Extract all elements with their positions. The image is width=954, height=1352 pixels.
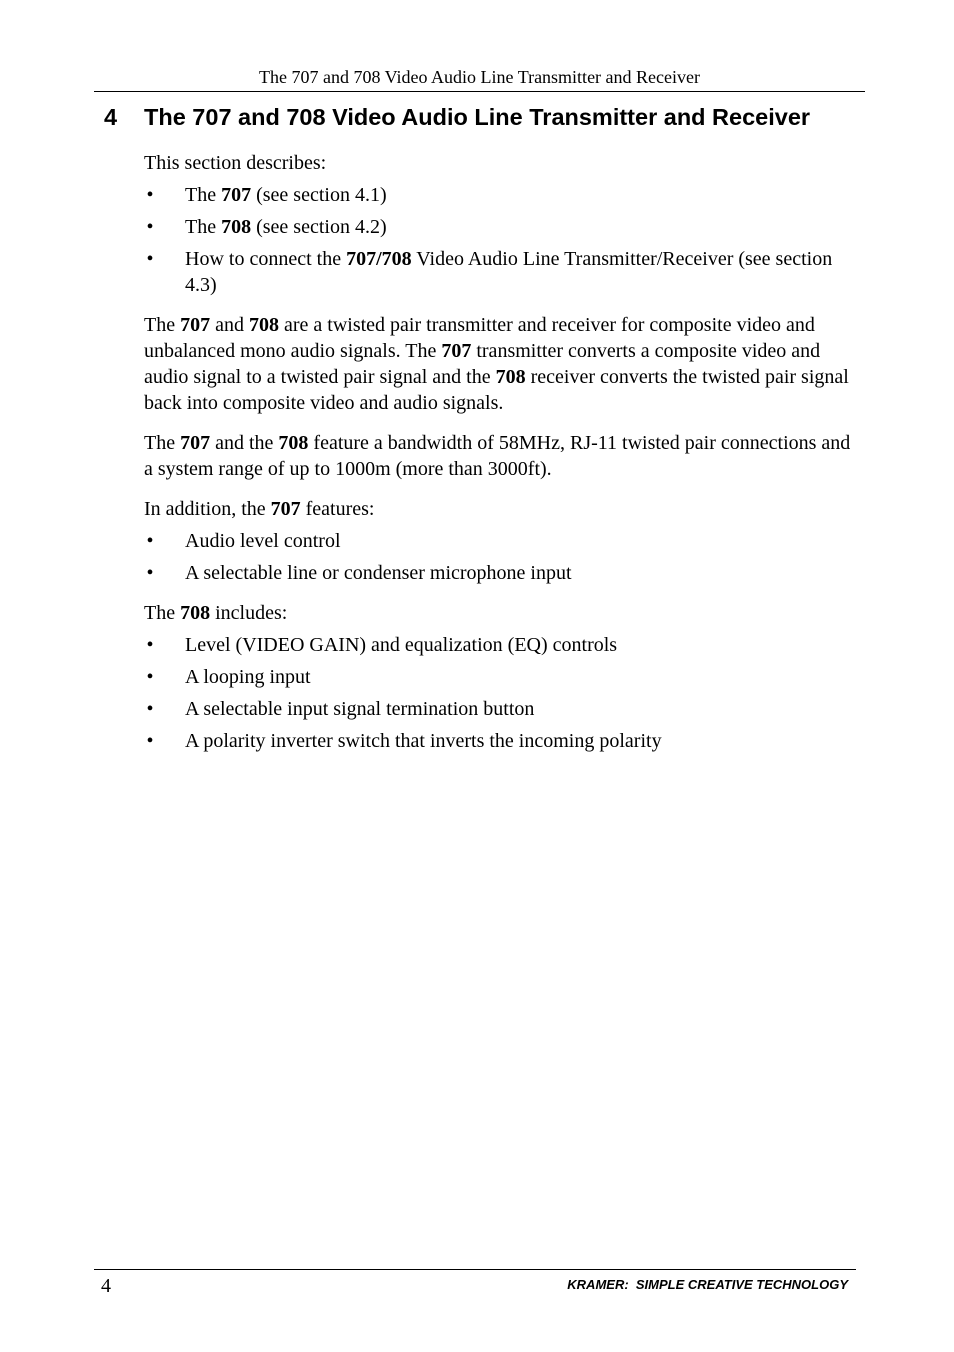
bold-model-number: 707 xyxy=(180,432,211,454)
footer-rule xyxy=(94,1269,856,1270)
bullet-icon: • xyxy=(146,184,154,206)
list-item xyxy=(144,528,860,554)
bullet-icon: • xyxy=(146,248,154,270)
text-run: Audio level control xyxy=(185,530,341,552)
intro-paragraph: This section describes: xyxy=(144,152,327,174)
text-run: (see section 4.1) xyxy=(251,184,387,206)
list-item xyxy=(144,696,860,722)
bold-model-number: 707 xyxy=(270,498,301,520)
section-number: 4 xyxy=(104,104,118,130)
header-rule xyxy=(94,91,865,92)
text-run: features: xyxy=(300,498,375,520)
text-run: (see section 4.2) xyxy=(251,216,387,238)
text-run: are a twisted pair transmitter and receiver for composite video and unbalanced mono audio signals. The xyxy=(144,314,815,362)
bold-model-number: 708 xyxy=(180,602,211,624)
bold-model-number: 708 xyxy=(278,432,309,454)
text-run: A selectable line or condenser microphone input xyxy=(185,562,572,584)
bold-model-number: 707 xyxy=(180,314,211,336)
list-item xyxy=(144,182,860,208)
bullet-icon: • xyxy=(146,562,154,584)
bold-model-number: 707/708 xyxy=(346,248,412,270)
includes-intro xyxy=(144,600,860,626)
features-intro xyxy=(144,496,860,522)
text-run: The xyxy=(185,184,222,206)
body-text xyxy=(144,150,860,768)
bold-model-number: 707 xyxy=(221,184,252,206)
includes-list xyxy=(144,632,860,754)
text-run: feature a bandwidth of 58MHz, RJ-11 twisted pair connections and a system range of up to 1000m (more than 3000ft). xyxy=(144,432,851,480)
text-run: The xyxy=(144,602,181,624)
list-item xyxy=(144,664,860,690)
page-number: 4 xyxy=(101,1275,111,1297)
bullet-icon: • xyxy=(146,216,154,238)
list-item xyxy=(144,560,860,586)
footer-brand: KRAMER: SIMPLE CREATIVE TECHNOLOGY xyxy=(567,1277,848,1292)
bold-model-number: 707 xyxy=(441,340,472,362)
list-item xyxy=(144,246,860,298)
section-title: The 707 and 708 Video Audio Line Transmitter and Receiver xyxy=(144,104,811,130)
text-run: How to connect the xyxy=(185,248,347,270)
text-run: In addition, the xyxy=(144,498,271,520)
bullet-icon: • xyxy=(146,666,154,688)
list-item xyxy=(144,728,860,754)
text-run: and xyxy=(210,314,249,336)
text-run: The xyxy=(185,216,222,238)
describes-list xyxy=(144,182,860,298)
bullet-icon: • xyxy=(146,530,154,552)
bold-model-number: 708 xyxy=(495,366,526,388)
text-run: Video Audio Line Transmitter/Receiver (see section 4.3) xyxy=(185,248,833,296)
overview-paragraph xyxy=(144,312,860,416)
list-item xyxy=(144,214,860,240)
bullet-icon: • xyxy=(146,698,154,720)
text-run: includes: xyxy=(210,602,288,624)
section-heading xyxy=(104,101,810,133)
bullet-icon: • xyxy=(146,634,154,656)
text-run: A selectable input signal termination button xyxy=(185,698,535,720)
bold-model-number: 708 xyxy=(221,216,252,238)
text-run: A looping input xyxy=(185,666,311,688)
text-run: and the xyxy=(210,432,279,454)
features-list xyxy=(144,528,860,586)
text-run: Level (VIDEO GAIN) and equalization (EQ) controls xyxy=(185,634,618,656)
text-run: receiver converts the twisted pair signal back into composite video and audio signals. xyxy=(144,366,849,414)
list-item xyxy=(144,632,860,658)
text-run: transmitter converts a composite video and audio signal to a twisted pair signal and the xyxy=(144,340,821,388)
text-run: The xyxy=(144,314,181,336)
bullet-icon: • xyxy=(146,730,154,752)
bandwidth-paragraph xyxy=(144,430,860,482)
text-run: A polarity inverter switch that inverts the incoming polarity xyxy=(185,730,662,752)
text-run: The xyxy=(144,432,181,454)
bold-model-number: 708 xyxy=(248,314,279,336)
running-header: The 707 and 708 Video Audio Line Transmitter and Receiver xyxy=(258,67,700,87)
